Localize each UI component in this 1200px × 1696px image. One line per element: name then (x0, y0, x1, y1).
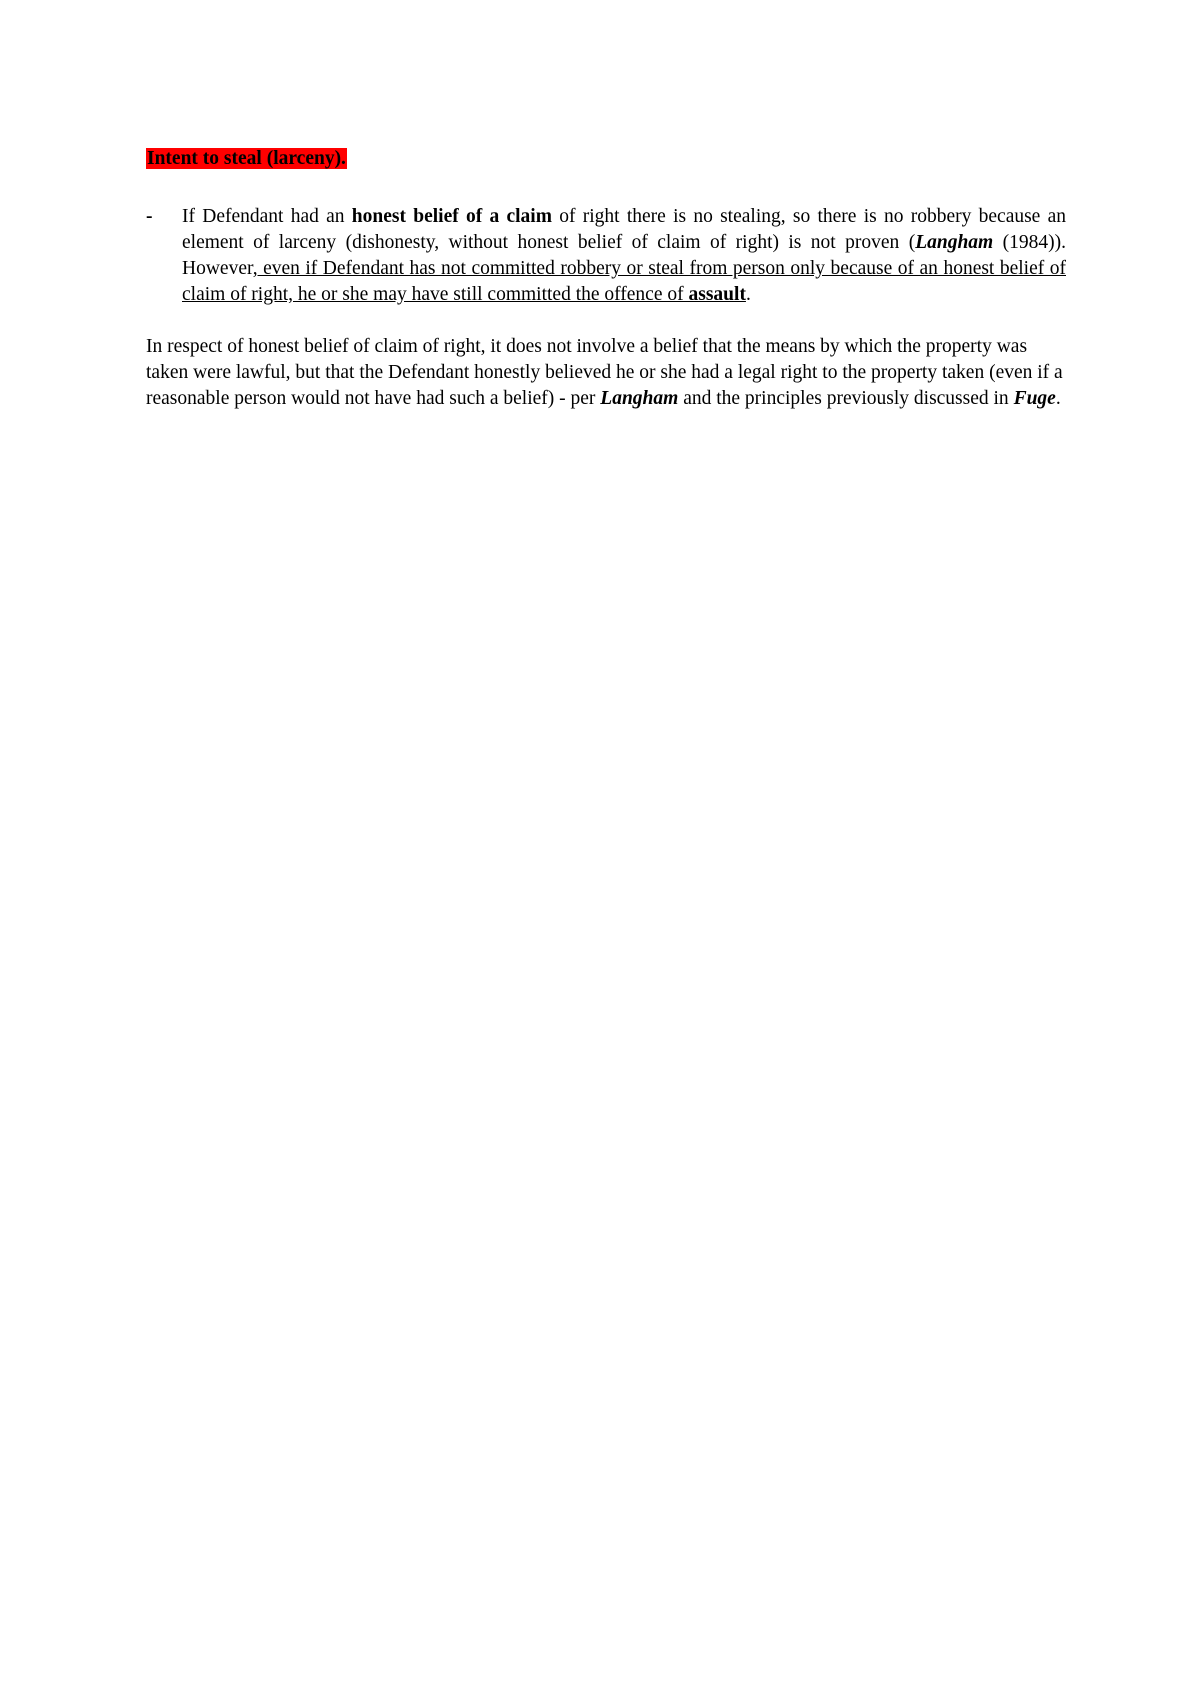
bullet-text-part: (1984)). However (182, 232, 1067, 279)
bold-term-assault: assault (688, 284, 746, 305)
bullet-text-part: of right there is no stealing, so there is no robbery because an element of larceny (dishonesty, without honest belief of claim of right) is not proven ( (182, 206, 1067, 253)
bold-term-honest-belief: honest belief of a claim (351, 206, 552, 227)
document-content (146, 146, 1066, 412)
heading-highlight: Intent to steal (larceny). (147, 148, 346, 169)
paragraph-text-part: and the principles previously discussed in (678, 388, 1014, 409)
bullet-text (182, 204, 1066, 308)
case-name-langham: Langham (600, 388, 679, 409)
case-name-fuge: Fuge (1013, 388, 1056, 409)
body-paragraph (146, 334, 1066, 412)
case-name-langham: Langham (915, 232, 994, 253)
paragraph-text-part: In respect of honest belief of claim of right, it does not involve a belief that the means by which the property was taken were lawful, but that the Defendant honestly believed he or she had a legal right to the property taken (even if a reasonable person would not have had such a belief) - per (146, 336, 1063, 409)
bullet-text-part: If Defendant had an (182, 206, 352, 227)
paragraph-text-part: . (1055, 388, 1061, 409)
underlined-text: , even if Defendant has not committed robbery or steal from person only because of an honest belief of claim of right, he or she may have still committed the offence of (182, 258, 1066, 305)
bullet-marker: - (146, 206, 153, 227)
bullet-text-part: . (745, 284, 751, 305)
section-heading (146, 146, 1066, 172)
bullet-item (146, 204, 1066, 308)
